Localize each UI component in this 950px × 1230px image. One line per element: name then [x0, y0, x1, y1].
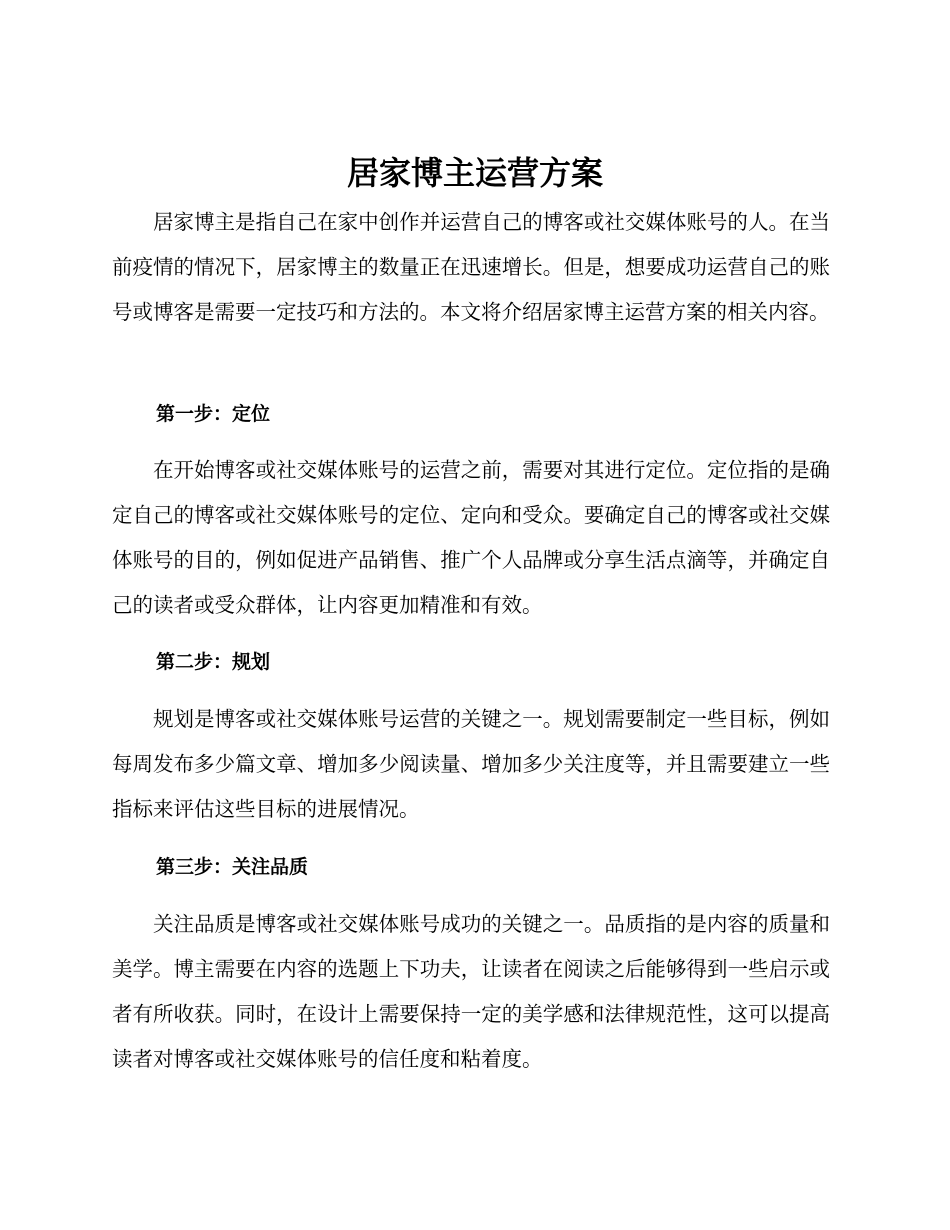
document-title: 居家博主运营方案: [346, 154, 603, 192]
section-body-planning: 规划是博客或社交媒体账号运营的关键之一。规划需要制定一些目标，例如每周发布多少篇文章、增加多少阅读量、增加多少关注度等，并且需要建立一些指标来评估这些目标的进展情况。: [112, 707, 830, 821]
section-heading-positioning: 第一步：定位: [156, 403, 271, 425]
section-body-positioning: 在开始博客或社交媒体账号的运营之前，需要对其进行定位。定位指的是确定自己的博客或社交媒体账号的定位、定向和受众。要确定自己的博客或社交媒体账号的目的，例如促进产品销售、推广个人品牌或分享生活点滴等，并确定自己的读者或受众群体，让内容更加精准和有效。: [112, 458, 830, 617]
section-body-quality: 关注品质是博客或社交媒体账号成功的关键之一。品质指的是内容的质量和美学。博主需要在内容的选题上下功夫，让读者在阅读之后能够得到一些启示或者有所收获。同时，在设计上需要保持一定的美学感和法律规范性，这可以提高读者对博客或社交媒体账号的信任度和粘着度。: [112, 912, 830, 1071]
section-heading-planning: 第二步：规划: [156, 651, 271, 673]
intro-paragraph: 居家博主是指自己在家中创作并运营自己的博客或社交媒体账号的人。在当前疫情的情况下，居家博主的数量正在迅速增长。但是，想要成功运营自己的账号或博客是需要一定技巧和方法的。本文将介绍居家博主运营方案的相关内容。: [112, 210, 830, 324]
section-heading-quality: 第三步：关注品质: [156, 856, 309, 878]
